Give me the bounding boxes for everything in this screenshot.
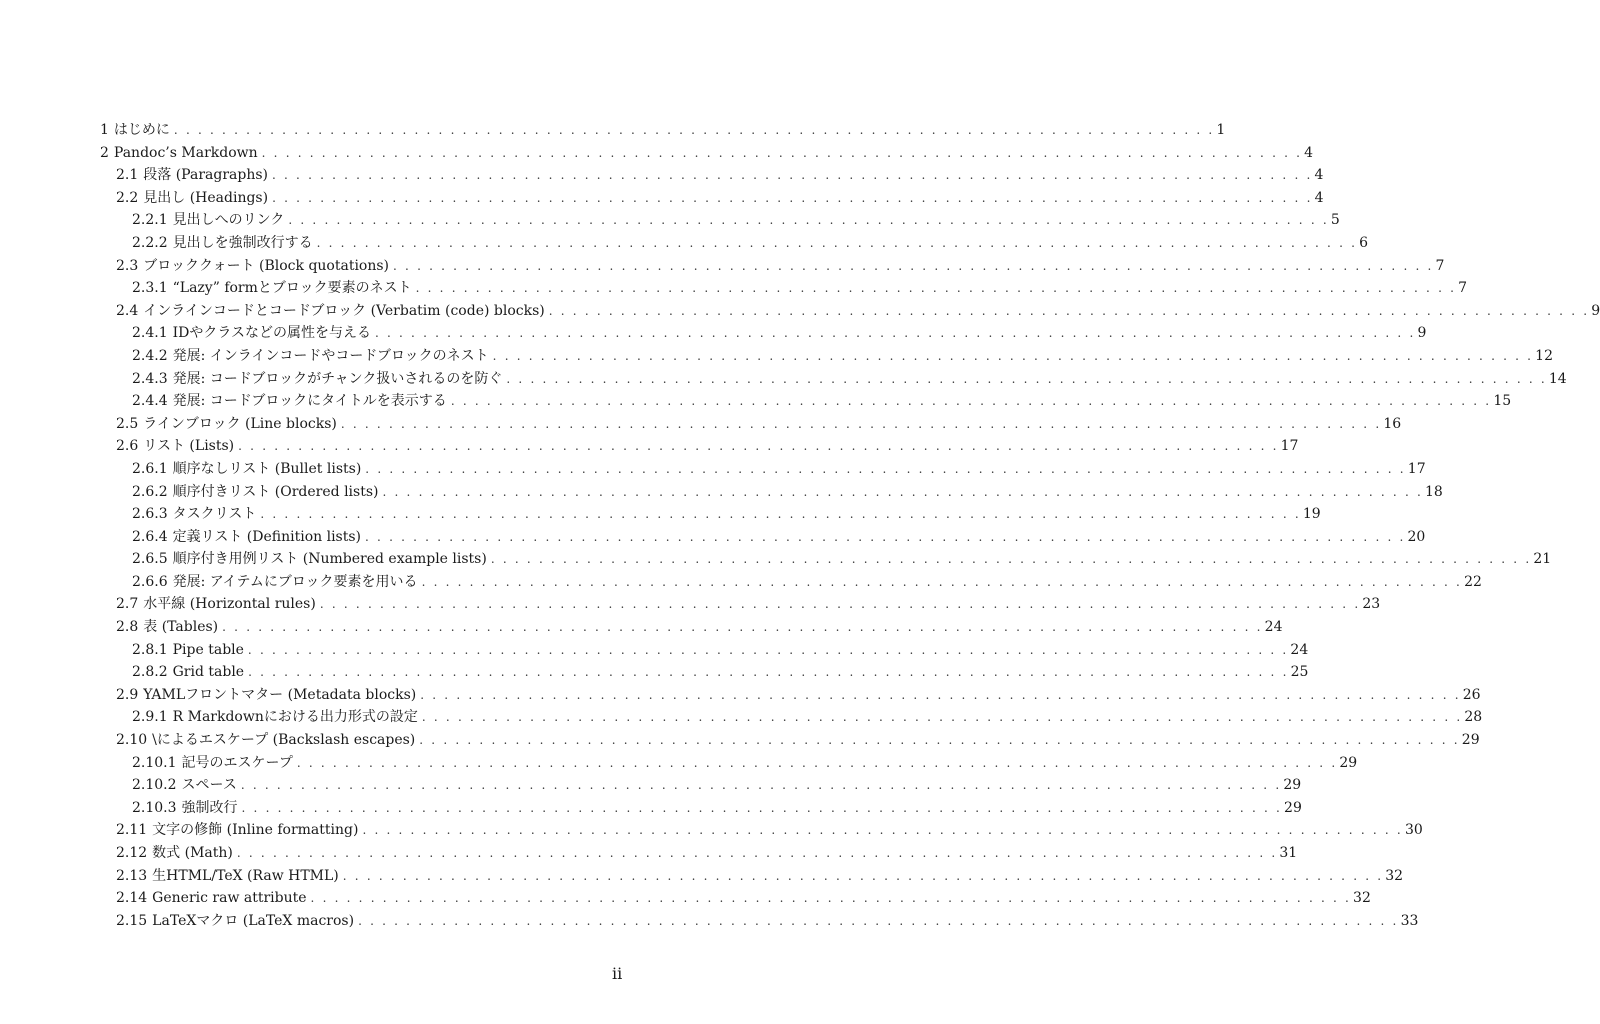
dot-leader [382, 481, 1423, 504]
toc-entry-number: 2.6.2 [132, 483, 168, 500]
toc-entry-title: IDやクラスなどの属性を与える [172, 325, 371, 342]
toc-entry[interactable] [100, 842, 1298, 865]
page-number: ii [612, 964, 623, 983]
toc-entry[interactable] [100, 481, 1443, 504]
toc-entry-number: 2.7 [116, 596, 139, 613]
dot-leader [365, 458, 1406, 481]
dot-leader [248, 661, 1289, 684]
toc-entry-title: Pipe table [172, 641, 244, 658]
dot-leader [320, 593, 1361, 616]
toc-entry-title: 記号のエスケープ [181, 754, 293, 771]
toc-entry-page: 4 [1314, 189, 1324, 206]
toc-entry-title: Pandoc’s Markdown [113, 144, 258, 161]
dot-leader [422, 706, 1463, 729]
toc-entry-page: 29 [1339, 754, 1358, 771]
dot-leader [272, 187, 1313, 210]
toc-entry-number: 2.6.4 [132, 528, 168, 545]
toc-entry-page: 9 [1417, 325, 1427, 342]
toc-entry-number: 2.3 [116, 257, 139, 274]
toc-entry-title: 文字の修飾 (Inline formatting) [152, 822, 359, 839]
toc-entry-page: 29 [1283, 777, 1302, 794]
dot-leader [358, 910, 1399, 933]
dot-leader [311, 887, 1352, 910]
toc-entry-page: 9 [1591, 302, 1600, 319]
dot-leader [362, 819, 1403, 842]
toc-entry-title: YAMLフロントマター (Metadata blocks) [143, 686, 417, 703]
toc-entry-page: 24 [1264, 619, 1283, 636]
toc-entry-title: “Lazy” formとブロック要素のネスト [172, 280, 412, 297]
toc-entry-number: 2.5 [116, 415, 139, 432]
dot-leader [238, 435, 1279, 458]
dot-leader [317, 232, 1358, 255]
toc-entry-page: 19 [1302, 506, 1321, 523]
toc-entry-number: 2.11 [116, 822, 148, 839]
toc-entry[interactable] [100, 752, 1358, 775]
toc-entry-page: 5 [1330, 212, 1340, 229]
toc-entry-title: 順序付きリスト (Ordered lists) [172, 483, 379, 500]
toc-entry[interactable] [100, 345, 1553, 368]
toc-entry-title: 強制改行 [181, 799, 238, 816]
toc-entry-number: 2.6.3 [132, 506, 168, 523]
toc-entry-page: 1 [1216, 122, 1226, 138]
dot-leader [242, 797, 1283, 820]
toc-entry[interactable] [100, 119, 1226, 142]
dot-leader [288, 209, 1329, 232]
toc-entry-number: 2.8 [116, 619, 139, 636]
toc-entry[interactable] [100, 639, 1309, 662]
toc-entry-number: 2.13 [116, 867, 148, 884]
toc-entry-number: 2.8.2 [132, 664, 168, 681]
toc-entry-number: 2.4 [116, 302, 139, 319]
toc-entry-title: スペース [181, 777, 237, 794]
toc-entry[interactable] [100, 435, 1299, 458]
toc-entry-number: 2.14 [116, 890, 148, 907]
toc-entry-title: 表 (Tables) [143, 619, 219, 636]
toc-entry[interactable] [100, 706, 1483, 729]
table-of-contents [100, 119, 1600, 932]
toc-entry-number: 2.6.6 [132, 573, 168, 590]
toc-entry-title: 発展: アイテムにブロック要素を用いる [172, 573, 418, 590]
toc-entry-title: 水平線 (Horizontal rules) [143, 596, 316, 613]
toc-entry[interactable] [100, 616, 1283, 639]
toc-entry-number: 2.1 [116, 167, 139, 184]
toc-entry[interactable] [100, 774, 1302, 797]
toc-entry[interactable] [100, 865, 1404, 888]
toc-entry-page: 17 [1280, 438, 1299, 455]
toc-entry[interactable] [100, 368, 1567, 391]
toc-entry-page: 32 [1385, 867, 1404, 884]
toc-entry[interactable] [100, 300, 1600, 323]
toc-entry[interactable] [100, 593, 1381, 616]
dot-leader [393, 255, 1434, 278]
toc-entry[interactable] [100, 390, 1512, 413]
toc-entry[interactable] [100, 571, 1482, 594]
dot-leader [365, 526, 1406, 549]
toc-entry-title: Grid table [172, 664, 245, 681]
toc-entry-title: LaTeXマクロ (LaTeX macros) [152, 912, 355, 929]
toc-entry-title: 見出し (Headings) [143, 189, 269, 206]
toc-entry-number: 2.2.2 [132, 234, 168, 251]
toc-entry-page: 14 [1548, 370, 1567, 387]
toc-entry-number: 2.9 [116, 686, 139, 703]
dot-leader [343, 865, 1384, 888]
toc-entry[interactable] [100, 187, 1324, 210]
toc-entry-page: 21 [1533, 551, 1552, 568]
toc-entry-title: R Markdownにおける出力形式の設定 [172, 709, 418, 726]
toc-entry-page: 7 [1458, 280, 1468, 297]
dot-leader [222, 616, 1263, 639]
toc-entry[interactable] [100, 526, 1426, 549]
dot-leader [272, 164, 1313, 187]
dot-leader [297, 752, 1338, 775]
toc-entry[interactable] [100, 322, 1427, 345]
toc-entry[interactable] [100, 910, 1419, 933]
toc-entry-number: 2.6.5 [132, 551, 168, 568]
toc-entry-page: 29 [1284, 799, 1302, 816]
toc-entry-page: 31 [1279, 845, 1298, 861]
toc-entry-title: 段落 (Paragraphs) [143, 167, 268, 184]
toc-entry-number: 2.10.3 [132, 799, 177, 816]
dot-leader [419, 729, 1460, 752]
toc-entry-number: 2.2 [116, 189, 139, 206]
dot-leader [420, 684, 1461, 707]
toc-entry-title: タスクリスト [172, 506, 257, 523]
toc-entry-number: 2.4.3 [132, 370, 168, 387]
toc-entry-number: 2 [100, 144, 109, 161]
toc-entry-title: Generic raw attribute [152, 890, 307, 907]
toc-entry-page: 12 [1535, 347, 1553, 364]
toc-entry-title: ラインブロック (Line blocks) [143, 415, 337, 432]
dot-leader [262, 142, 1303, 165]
dot-leader [248, 639, 1289, 662]
toc-entry-page: 24 [1290, 641, 1309, 658]
dot-leader [451, 390, 1492, 413]
toc-entry-page: 15 [1493, 393, 1512, 410]
toc-entry[interactable] [100, 503, 1321, 526]
toc-entry-page: 29 [1461, 732, 1480, 749]
toc-entry-page: 22 [1464, 573, 1482, 590]
toc-entry-number: 2.12 [116, 845, 148, 861]
toc-entry[interactable] [100, 255, 1445, 278]
dot-leader [491, 548, 1532, 571]
toc-entry-page: 7 [1435, 257, 1445, 274]
toc-entry-number: 2.10.2 [132, 777, 177, 794]
toc-entry-number: 2.8.1 [132, 641, 168, 658]
toc-entry-page: 4 [1314, 167, 1324, 184]
toc-entry-title: 見出しへのリンク [172, 212, 285, 229]
toc-entry-number: 2.2.1 [132, 212, 168, 229]
toc-entry[interactable] [100, 819, 1423, 842]
toc-entry-number: 1 [100, 122, 109, 138]
toc-entry[interactable] [100, 413, 1402, 436]
dot-leader [375, 322, 1416, 345]
toc-entry[interactable] [100, 277, 1468, 300]
toc-entry-page: 30 [1404, 822, 1423, 839]
toc-entry-number: 2.10 [116, 732, 148, 749]
toc-entry-title: 発展: コードブロックがチャンク扱いされるのを防ぐ [172, 370, 503, 387]
toc-entry-title: 数式 (Math) [152, 845, 233, 861]
toc-entry-page: 32 [1353, 890, 1371, 907]
toc-entry-page: 16 [1383, 415, 1402, 432]
toc-entry-title: 生HTML/TeX (Raw HTML) [152, 867, 339, 884]
toc-entry[interactable] [100, 887, 1371, 910]
dot-leader [174, 119, 1215, 142]
dot-leader [422, 571, 1463, 594]
toc-entry-title: 定義リスト (Definition lists) [172, 528, 362, 545]
toc-entry[interactable] [100, 684, 1481, 707]
toc-entry-page: 33 [1400, 912, 1419, 929]
dot-leader [506, 368, 1547, 391]
toc-entry[interactable] [100, 209, 1340, 232]
toc-entry[interactable] [100, 548, 1552, 571]
toc-entry-page: 25 [1290, 664, 1309, 681]
dot-leader [549, 300, 1590, 323]
toc-entry[interactable] [100, 164, 1324, 187]
toc-entry-number: 2.6.1 [132, 460, 168, 477]
toc-entry-number: 2.4.4 [132, 393, 168, 410]
toc-entry[interactable] [100, 729, 1480, 752]
dot-leader [241, 774, 1282, 797]
toc-entry-number: 2.15 [116, 912, 148, 929]
dot-leader [260, 503, 1301, 526]
toc-entry-number: 2.6 [116, 438, 139, 455]
toc-entry[interactable] [100, 797, 1302, 820]
toc-entry[interactable] [100, 458, 1426, 481]
dot-leader [237, 842, 1278, 865]
toc-entry-number: 2.4.2 [132, 347, 168, 364]
toc-entry-title: ブロッククォート (Block quotations) [143, 257, 390, 274]
toc-entry-page: 6 [1359, 234, 1369, 251]
toc-entry-title: インラインコードとコードブロック (Verbatim (code) blocks) [143, 302, 545, 319]
toc-entry-page: 26 [1462, 686, 1481, 703]
dot-leader [493, 345, 1534, 368]
toc-entry-page: 28 [1464, 709, 1483, 726]
toc-entry-number: 2.4.1 [132, 325, 168, 342]
toc-entry-title: 順序付き用例リスト (Numbered example lists) [172, 551, 487, 568]
toc-entry-page: 23 [1362, 596, 1381, 613]
toc-entry-number: 2.3.1 [132, 280, 168, 297]
dot-leader [416, 277, 1457, 300]
toc-entry-page: 17 [1407, 460, 1426, 477]
toc-entry-number: 2.10.1 [132, 754, 177, 771]
toc-entry[interactable] [100, 142, 1314, 165]
toc-entry-title: リスト (Lists) [143, 438, 235, 455]
toc-entry-title: 発展: コードブロックにタイトルを表示する [172, 393, 447, 410]
toc-entry-number: 2.9.1 [132, 709, 168, 726]
toc-entry-page: 4 [1304, 144, 1314, 161]
toc-entry[interactable] [100, 232, 1369, 255]
toc-entry-page: 18 [1424, 483, 1443, 500]
dot-leader [341, 413, 1382, 436]
toc-entry-page: 20 [1407, 528, 1426, 545]
toc-entry-title: 発展: インラインコードやコードブロックのネスト [172, 347, 489, 364]
toc-entry-title: 順序なしリスト (Bullet lists) [172, 460, 362, 477]
toc-entry-title: \によるエスケープ (Backslash escapes) [152, 732, 416, 749]
toc-entry[interactable] [100, 661, 1309, 684]
toc-entry-title: 見出しを強制改行する [172, 234, 313, 251]
toc-entry-title: はじめに [113, 122, 170, 138]
